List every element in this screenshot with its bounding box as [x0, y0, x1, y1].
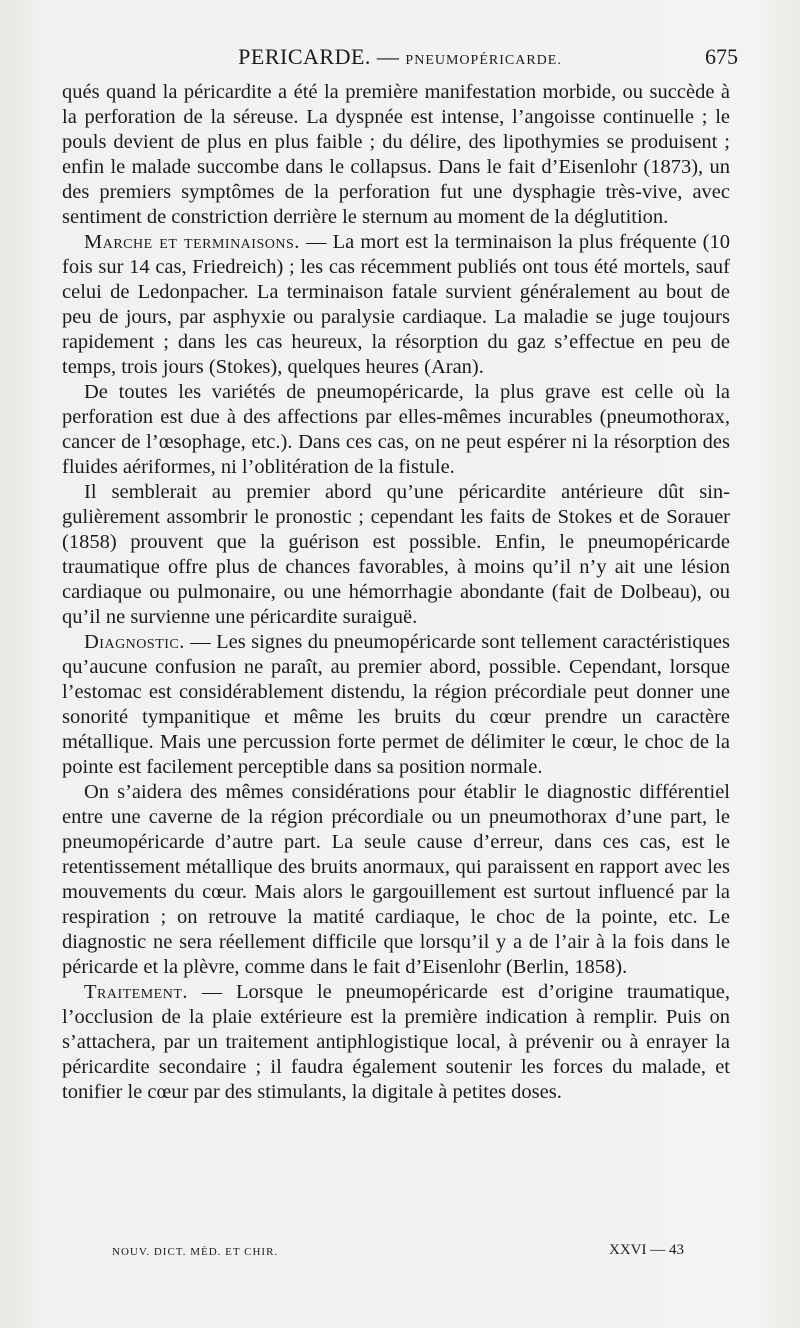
header-subtitle: PNEUMOPÉRICARDE. — [405, 53, 562, 68]
header-separator: — — [370, 44, 406, 69]
paragraph-text: De toutes les variétés de pneumopéricarde, la plus grave est celle où la perforation est due à des affections par elles-mêmes incurables (pneumothorax, cancer de l’œsophage, etc.). Dans ces cas, on ne peut espérer ni la résorption des fluides aériformes, ni l’oblitération de la fistule. — [62, 381, 730, 478]
footer-volume-sheet: XXVI — 43 — [609, 1242, 684, 1258]
paragraph-marche — [62, 230, 730, 380]
paragraph-text: — Lorsque le pneumopéricarde est d’origine traumatique, l’occlusion de la plaie extérieure est la première indication à remplir. Puis on s’attachera, par un traitement antiphlogistique local, à prévenir ou à enrayer la péricardite secondaire ; il faudra également soutenir les forces du malade, et tonifier le cœur par des stimulants, la digitale à petites doses. — [62, 981, 730, 1103]
paragraph-text: — La mort est la terminaison la plus fréquente (10 fois sur 14 cas, Friedreich) ; les cas récemment publiés ont tous été mortels, sauf celui de Ledonpacher. La terminaison fatale survient généralement au bout de peu de jours, par asphyxie ou paralysie cardiaque. La maladie se juge toujours rapidement ; dans les cas heureux, la résorption du gaz s’effectue en peu de temps, trois jours (Stokes), quelques heures (Aran). — [62, 231, 730, 378]
paragraph-text: qués quand la péricardite a été la première manifestation morbide, ou succède à la perforation de la séreuse. La dyspnée est intense, l’angoisse continuelle ; le pouls devient de plus en plus faible ; du délire, des lipothymies se produisent ; enfin le malade succombe dans le collapsus. Dans le fait d’Eisenlohr (1873), un des premiers symptômes de la perforation fut une dysphagie très-vive, avec sentiment de constriction derrière le sternum au moment de la déglutition. — [62, 81, 730, 228]
paragraph-text: Il semblerait au premier abord qu’une péricardite antérieure dût singulièrement assombrir le pronostic ; cependant les faits de Stokes et de Sorauer (1858) prouvent que la guérison est possible. Enfin, le pneumopéricarde traumatique offre plus de chances favorables, à moins qu’il n’y ait une lésion cardiaque ou pulmonaire, ou une hémorrhagie abondante (fait de Dolbeau), ou qu’il ne survienne une péricardite suraiguë. — [62, 481, 730, 628]
page-footer — [112, 1242, 684, 1264]
section-heading-diagnostic: Diagnostic. — [84, 631, 185, 653]
paragraph-6 — [62, 780, 730, 980]
paragraph-traitement — [62, 980, 730, 1105]
section-heading-marche: Marche et terminaisons. — [84, 231, 300, 253]
running-head — [62, 44, 738, 70]
header-title: PERICARDE. — [238, 44, 371, 69]
paragraph-3 — [62, 380, 730, 480]
paragraph-1 — [62, 80, 730, 230]
footer-signature: NOUV. DICT. MÉD. ET CHIR. — [112, 1246, 279, 1258]
section-heading-traitement: Traitement. — [84, 981, 189, 1003]
page-number: 675 — [705, 44, 738, 69]
paragraph-text: — Les signes du pneumopéricarde sont tellement caractéristiques qu’aucune confusion ne paraît, au premier abord, possible. Cependant, lorsque l’estomac est considérablement distendu, la région précordiale peut donner une sonorité tympanitique et même les bruits du cœur prendre un caractère métallique. Mais une percussion forte permet de délimiter le cœur, le choc de la pointe est facilement perceptible dans sa position normale. — [62, 631, 730, 778]
page-header — [62, 44, 738, 76]
body-text — [62, 80, 730, 1105]
paragraph-4 — [62, 480, 730, 630]
paragraph-text: On s’aidera des mêmes considérations pour établir le diagnostic différentiel entre une caverne de la région précordiale ou un pneumothorax d’une part, le pneumopéricarde d’autre part. La seule cause d’erreur, dans ces cas, est le retentissement métallique des bruits anormaux, qui paraissent en rapport avec les mouvements du cœur. Mais alors le gargouillement est surtout influencé par la respiration ; on retrouve la matité cardiaque, le choc de la pointe, etc. Le diagnostic ne sera réellement difficile que lorsqu’il y a de l’air à la fois dans le péricarde et la plèvre, comme dans le fait d’Eisenlohr (Berlin, 1858). — [62, 781, 730, 978]
paragraph-diagnostic — [62, 630, 730, 780]
